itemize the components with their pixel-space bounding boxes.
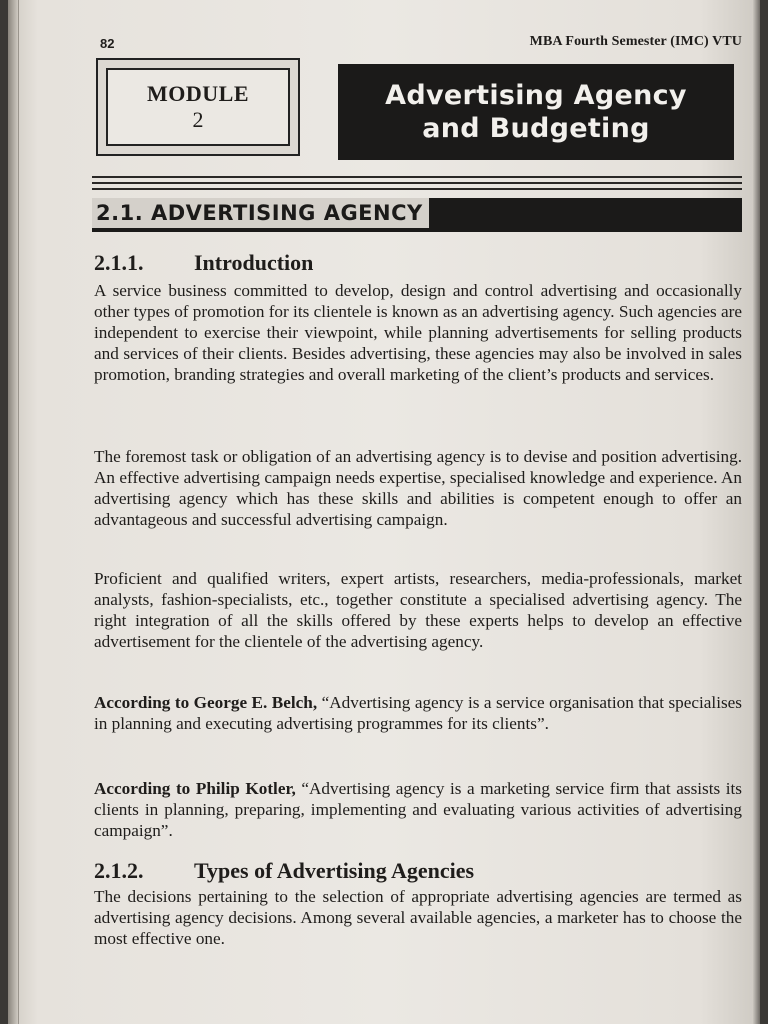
chapter-title-banner [338, 64, 734, 160]
book-page [8, 0, 760, 1024]
definition-text: “Advertising agency is a marketing service firm that assists its clients in planning, preparing, implementing and evaluating various activities of advertising campaign”. [94, 779, 742, 840]
paragraph: Proficient and qualified writers, expert artists, researchers, media-professionals, market analysts, fashion-specialists, etc., together constitute a specialised advertising agency. The right integration of all the skills offered by these experts helps to develop an effective advertisement for the clientele of the advertising agency. [94, 569, 742, 651]
subsection-number: 2.1.2. [94, 858, 144, 883]
definition-author: According to Philip Kotler, [94, 779, 296, 798]
paragraph: The foremost task or obligation of an advertising agency is to devise and position advertising. An effective advertising campaign needs expertise, specialised knowledge and experience. An advertising agency which has these skills and abilities is competent enough to offer an advantageous and successful advertising campaign. [94, 447, 742, 529]
definition-belch [94, 692, 742, 734]
divider-rule [92, 176, 742, 178]
section-heading-bar [92, 198, 742, 232]
page-edge [752, 0, 760, 1024]
subsection-title: Introduction [194, 250, 314, 275]
module-box-inner [106, 68, 290, 146]
module-label: MODULE [147, 81, 249, 106]
page-number: 82 [100, 36, 115, 51]
definition-kotler [94, 778, 742, 841]
subsection-number: 2.1.1. [94, 250, 144, 275]
chapter-title-line1: Advertising Agency [385, 80, 687, 111]
subsection-heading-types [94, 858, 474, 884]
module-box [96, 58, 300, 156]
subsection-heading-introduction [94, 250, 313, 276]
chapter-title-line2: and Budgeting [422, 113, 650, 144]
section-heading: 2.1. ADVERTISING AGENCY [92, 198, 429, 228]
definition-text: “Advertising agency is a service organisation that specialises in planning and executing advertising programmes for its clients”. [94, 693, 742, 733]
module-number: 2 [192, 107, 204, 132]
running-head: MBA Fourth Semester (IMC) VTU [529, 34, 742, 49]
paragraph: A service business committed to develop, design and control advertising and occasionally other types of promotion for its clientele is known as an advertising agency. Such agencies are independent to exercise their viewpoint, while planning advertisements for selling products and services of their clients. Besides advertising, these agencies may also be involved in sales promotion, branding strategies and overall marketing of the client’s products and services. [94, 281, 742, 384]
book-spine [8, 0, 19, 1024]
divider-rule [92, 188, 742, 190]
definition-author: According to George E. Belch, [94, 693, 318, 712]
divider-rule [92, 182, 742, 184]
paragraph: The decisions pertaining to the selection of appropriate advertising agencies are termed as advertising agency decisions. Among several available agencies, a marketer has to choose the most effective one. [94, 887, 742, 948]
subsection-title: Types of Advertising Agencies [194, 858, 475, 883]
